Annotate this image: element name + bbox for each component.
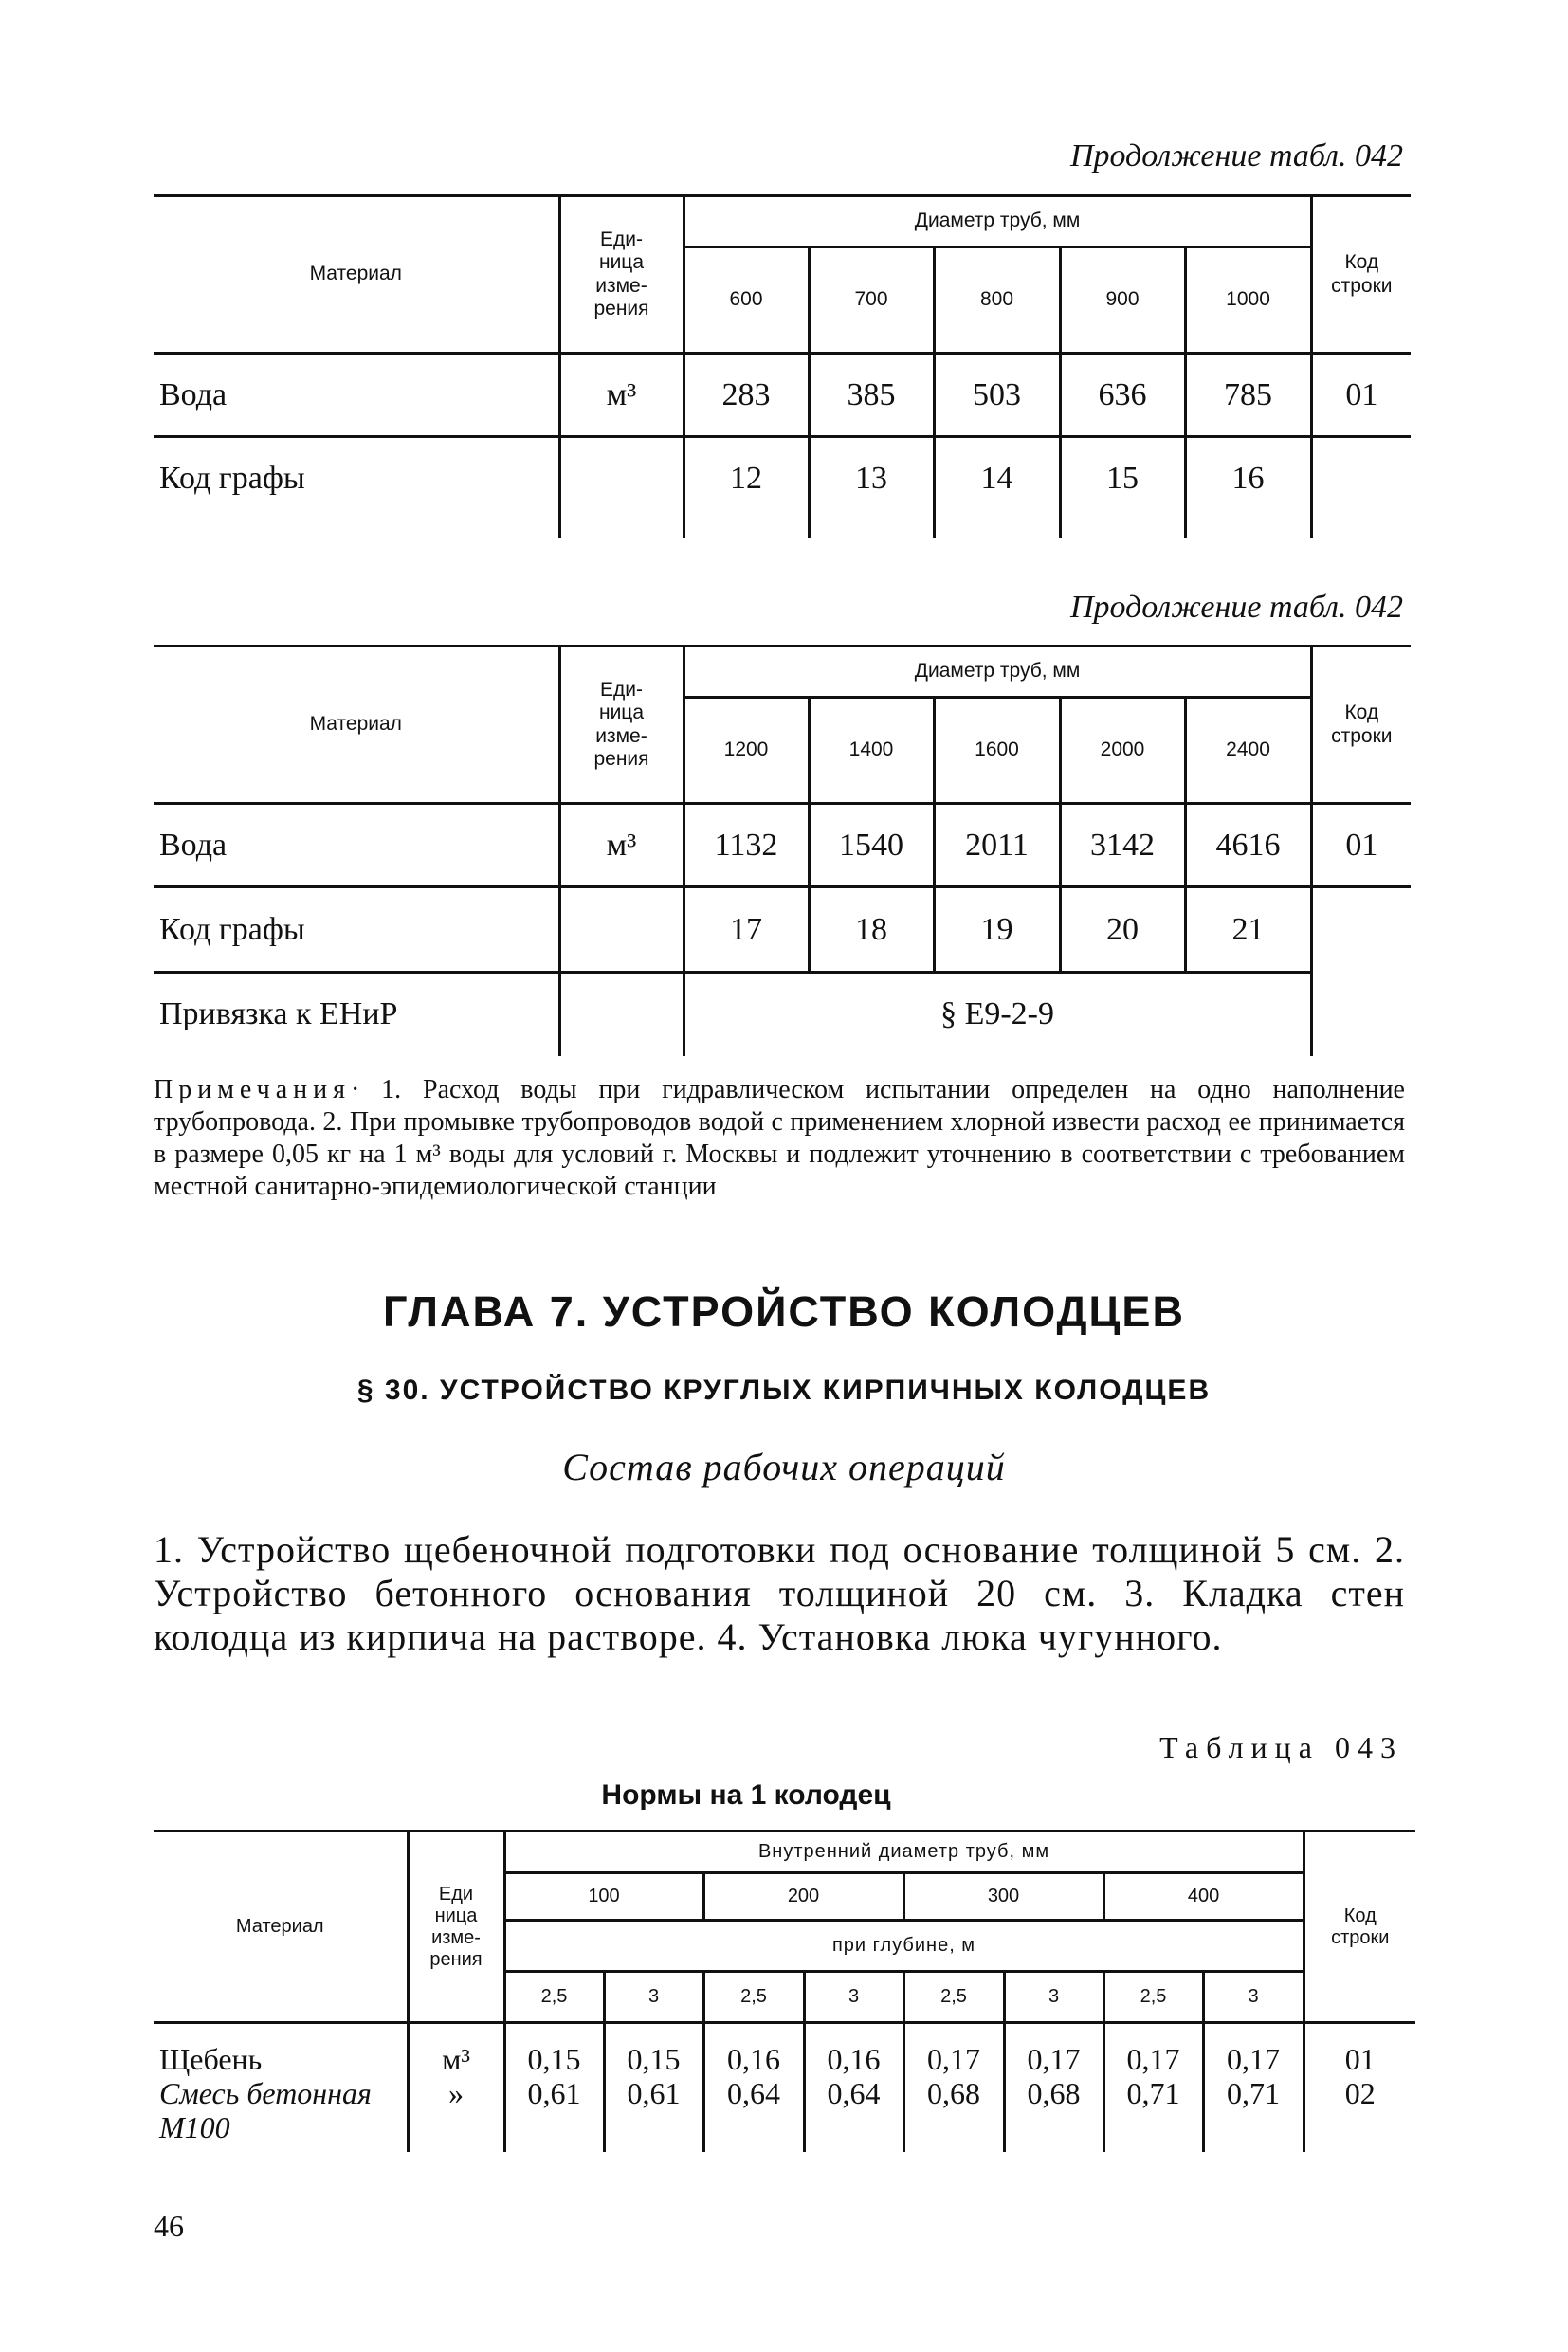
header-diameter-col: 200 [703, 1873, 903, 1921]
header-unit: Еди- ница изме- рения [559, 196, 684, 354]
header-depth-col: 2,5 [504, 1972, 604, 2023]
row-unit: м³ [408, 2023, 504, 2076]
header-diameter-col: 1400 [809, 698, 934, 804]
row-value: 19 [934, 887, 1060, 973]
notes-text: · 1. Расход воды при гидравлическом испытании определен на одно наполнение трубопровода. 2. При промывке трубопроводов водой с применением хлорной извести расход ее принимается в размере 0,05 кг на 1 м³ воды для условий г. Москвы и подлежит уточнению в соответствии с требованием местной санитарно-эпидемиологической станции [154, 1075, 1405, 1201]
row-value: 1540 [809, 804, 934, 887]
table1 [154, 194, 1411, 538]
row-code: 01 [1311, 354, 1411, 437]
row-unit: » [408, 2076, 504, 2152]
row-unit: м³ [559, 804, 684, 887]
table3-title: Нормы на 1 колодец [601, 1779, 891, 1811]
row-value: 0,71 [1203, 2076, 1304, 2152]
row-code: 02 [1344, 2075, 1376, 2110]
header-material: Материал [154, 1832, 408, 2023]
table-row [154, 973, 1411, 1056]
row-value: 21 [1185, 887, 1311, 973]
row-value: 1132 [684, 804, 809, 887]
row-value: 0,15 [504, 2023, 604, 2076]
table3 [154, 1830, 1415, 2152]
table2 [154, 645, 1411, 1056]
row-code: 01 [1344, 2041, 1376, 2076]
row-value: 15 [1060, 437, 1185, 538]
row-unit [559, 887, 684, 973]
row-value: 503 [934, 354, 1060, 437]
row-value: 0,17 [1203, 2023, 1304, 2076]
row-value: 3142 [1060, 804, 1185, 887]
row-value: 636 [1060, 354, 1185, 437]
table-row [154, 2076, 1415, 2152]
row-label: Вода [154, 804, 559, 887]
row-value: 385 [809, 354, 934, 437]
header-depth-col: 2,5 [703, 1972, 804, 2023]
row-code [1311, 887, 1411, 1056]
notes-heading: Примечания [154, 1075, 352, 1104]
page-number: 46 [154, 2209, 184, 2243]
row-label: Код графы [154, 437, 559, 538]
row-value: 4616 [1185, 804, 1311, 887]
table-row [154, 437, 1411, 538]
row-label: Щебень [154, 2023, 408, 2076]
operations-text: 1. Устройство щебеночной подготовки под основание толщиной 5 см. 2. Устройство бетонного основания толщиной 20 см. 3. Кладка стен колодца из кирпича на растворе. 4. Установка люка чугунного. [154, 1528, 1405, 1658]
header-diameter-col: 2000 [1060, 698, 1185, 804]
header-diameter-col: 1600 [934, 698, 1060, 804]
binding-label: Привязка к ЕНиР [154, 973, 559, 1056]
subsection-title: Состав рабочих операций [562, 1446, 1006, 1488]
table-row [154, 354, 1411, 437]
header-depth-col: 3 [1004, 1972, 1103, 2023]
row-value: 0,17 [1103, 2023, 1203, 2076]
header-diameter-col: 800 [934, 247, 1060, 354]
row-unit [559, 437, 684, 538]
row-value: 0,64 [703, 2076, 804, 2152]
row-value: 0,64 [804, 2076, 903, 2152]
row-value: 18 [809, 887, 934, 973]
row-value: 0,61 [604, 2076, 703, 2152]
row-value: 283 [684, 354, 809, 437]
row-value: 17 [684, 887, 809, 973]
header-diameter: Диаметр труб, мм [684, 647, 1311, 698]
header-depth-col: 3 [1203, 1972, 1304, 2023]
row-code [1311, 437, 1411, 538]
table1-continuation: Продолжение табл. 042 [1069, 138, 1403, 173]
row-value: 0,17 [903, 2023, 1004, 2076]
row-value: 0,16 [703, 2023, 804, 2076]
header-diameter-col: 100 [504, 1873, 703, 1921]
row-value: 14 [934, 437, 1060, 538]
header-depth-col: 2,5 [903, 1972, 1004, 2023]
row-value: 13 [809, 437, 934, 538]
row-value: 0,68 [903, 2076, 1004, 2152]
header-diameter-col: 700 [809, 247, 934, 354]
row-label: Смесь бетонная М100 [154, 2076, 408, 2152]
row-value: 20 [1060, 887, 1185, 973]
header-depth: при глубине, м [504, 1921, 1304, 1972]
header-diameter-col: 2400 [1185, 698, 1311, 804]
table-row [154, 804, 1411, 887]
empty-cell [559, 973, 684, 1056]
header-unit: Еди ница изме- рения [408, 1832, 504, 2023]
table-row [154, 887, 1411, 973]
row-unit: м³ [559, 354, 684, 437]
row-value: 0,68 [1004, 2076, 1103, 2152]
header-unit: Еди- ница изме- рения [559, 647, 684, 804]
row-code: 01 [1311, 804, 1411, 887]
row-label: Вода [154, 354, 559, 437]
header-row-code: Код строки [1304, 1832, 1415, 2023]
header-diameter-col: 1200 [684, 698, 809, 804]
header-diameter-col: 1000 [1185, 247, 1311, 354]
header-depth-col: 3 [804, 1972, 903, 2023]
row-value: 12 [684, 437, 809, 538]
table2-continuation: Продолжение табл. 042 [1069, 590, 1403, 625]
header-depth-col: 3 [604, 1972, 703, 2023]
header-material: Материал [154, 196, 559, 354]
row-value: 0,17 [1004, 2023, 1103, 2076]
row-value: 0,71 [1103, 2076, 1203, 2152]
header-material: Материал [154, 647, 559, 804]
header-diameter-col: 900 [1060, 247, 1185, 354]
table3-label: Таблица 043 [1159, 1730, 1403, 1764]
header-diameter: Внутренний диаметр труб, мм [504, 1832, 1304, 1873]
header-diameter: Диаметр труб, мм [684, 196, 1311, 247]
chapter-title: ГЛАВА 7. УСТРОЙСТВО КОЛОДЦЕВ [383, 1287, 1185, 1336]
row-label: Код графы [154, 887, 559, 973]
row-value: 0,61 [504, 2076, 604, 2152]
header-diameter-col: 300 [903, 1873, 1103, 1921]
notes [154, 1074, 1405, 1203]
row-value: 785 [1185, 354, 1311, 437]
header-depth-col: 2,5 [1103, 1972, 1203, 2023]
binding-value: § Е9-2-9 [684, 973, 1311, 1056]
row-value: 0,16 [804, 2023, 903, 2076]
header-row-code: Код строки [1311, 196, 1411, 354]
row-value: 0,15 [604, 2023, 703, 2076]
section-title: § 30. УСТРОЙСТВО КРУГЛЫХ КИРПИЧНЫХ КОЛОДЦЕВ [356, 1375, 1212, 1406]
table-row [154, 2023, 1415, 2076]
row-value: 16 [1185, 437, 1311, 538]
row-value: 2011 [934, 804, 1060, 887]
header-diameter-col: 400 [1103, 1873, 1304, 1921]
header-row-code: Код строки [1311, 647, 1411, 804]
header-diameter-col: 600 [684, 247, 809, 354]
